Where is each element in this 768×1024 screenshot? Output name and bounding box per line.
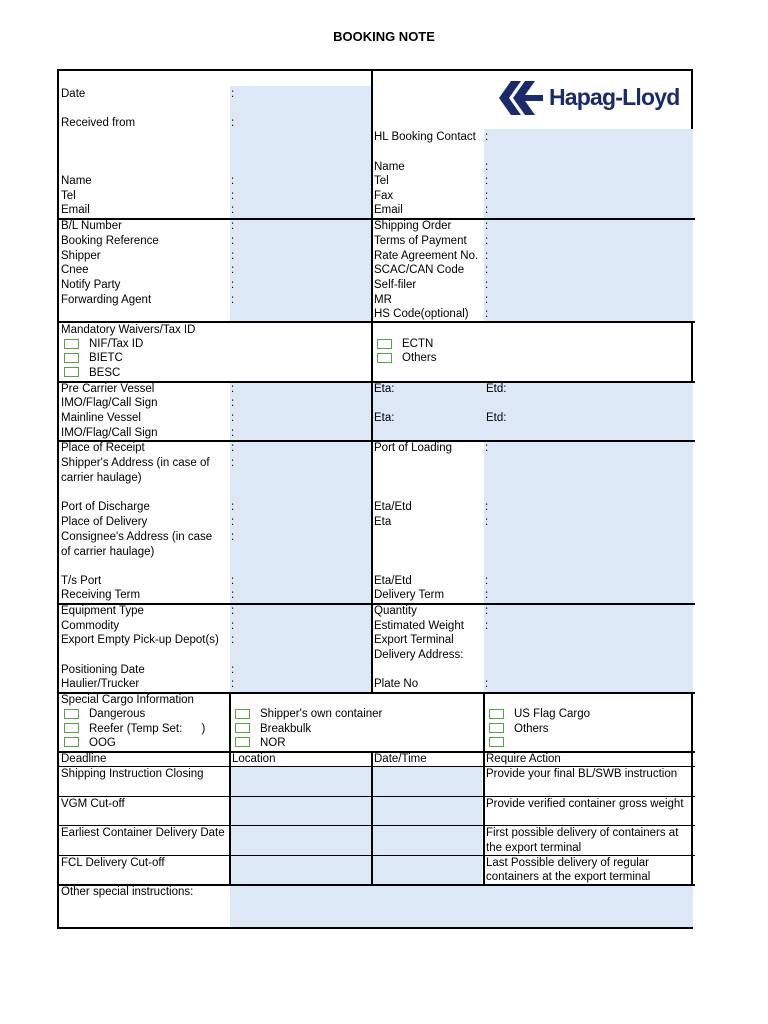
hl-contact-field[interactable] (484, 129, 693, 218)
colon: : (485, 279, 489, 291)
colon: : (231, 427, 235, 439)
estimated-weight-label: Estimated Weight (374, 620, 464, 632)
colon: : (485, 516, 489, 528)
date-label: Date (61, 88, 86, 100)
colon: : (485, 678, 489, 690)
colon: : (231, 117, 235, 129)
deadline-header: Deadline (61, 753, 107, 765)
colon: : (485, 620, 489, 632)
colon: : (485, 235, 489, 247)
us-flag-cargo-checkbox[interactable] (489, 709, 504, 719)
vessel-field[interactable] (230, 383, 371, 440)
si-closing-label: Shipping Instruction Closing (61, 768, 204, 780)
contact-email-label: Email (374, 204, 403, 216)
tel-label: Tel (61, 190, 76, 202)
nif-label: NIF/Tax ID (89, 338, 144, 350)
eta-label: Eta (374, 516, 392, 528)
brand-name: Hapag-Lloyd (549, 84, 680, 110)
references-left-field[interactable] (230, 220, 371, 321)
colon: : (485, 605, 489, 617)
us-flag-cargo-label: US Flag Cargo (514, 708, 591, 720)
self-filer-label: Self-filer (374, 279, 417, 291)
equipment-type-label: Equipment Type (61, 605, 144, 617)
consignee-address-label-1: Consignee's Address (in case (61, 531, 213, 543)
hl-booking-contact-label: HL Booking Contact (374, 131, 476, 143)
mainline-eta-label: Eta: (374, 412, 395, 424)
colon: : (231, 575, 235, 587)
special-blank-checkbox[interactable] (489, 737, 504, 747)
colon: : (485, 204, 489, 216)
shipper-address-label-2: carrier haulage) (61, 472, 142, 484)
ts-port-label: T/s Port (61, 575, 102, 587)
oog-checkbox[interactable] (64, 737, 79, 747)
colon: : (485, 161, 489, 173)
sender-details-field[interactable] (230, 86, 371, 218)
waiver-others-checkbox[interactable] (377, 353, 392, 363)
export-terminal-label: Export Terminal (374, 634, 454, 646)
email-label: Email (61, 204, 90, 216)
colon: : (231, 220, 235, 232)
pre-carrier-eta-label: Eta: (374, 383, 395, 395)
shipping-order-label: Shipping Order (374, 220, 452, 232)
contact-tel-label: Tel (374, 175, 389, 187)
mainline-vessel-label: Mainline Vessel (61, 412, 141, 424)
vessel-eta-field[interactable] (373, 383, 693, 440)
colon: : (485, 220, 489, 232)
colon: : (231, 250, 235, 262)
colon: : (485, 308, 489, 320)
nor-label: NOR (260, 737, 286, 749)
vgm-cutoff-action: Provide verified container gross weight (486, 798, 684, 810)
bl-number-label: B/L Number (61, 220, 122, 232)
routing-right-field[interactable] (484, 442, 693, 603)
colon: : (485, 589, 489, 601)
place-of-delivery-label: Place of Delivery (61, 516, 148, 528)
other-instructions-label: Other special instructions: (61, 886, 194, 898)
breakbulk-label: Breakbulk (260, 723, 312, 735)
colon: : (231, 88, 235, 100)
special-others-checkbox[interactable] (489, 723, 504, 733)
notify-party-label: Notify Party (61, 279, 121, 291)
place-of-receipt-label: Place of Receipt (61, 442, 145, 454)
earliest-delivery-label: Earliest Container Delivery Date (61, 827, 225, 839)
routing-left-field[interactable] (230, 442, 371, 603)
ectn-checkbox[interactable] (377, 339, 392, 349)
delivery-term-label: Delivery Term (374, 589, 445, 601)
dangerous-checkbox[interactable] (64, 709, 79, 719)
colon: : (485, 175, 489, 187)
besc-checkbox[interactable] (64, 367, 79, 377)
commodity-label: Commodity (61, 620, 120, 632)
shippers-own-container-label: Shipper's own container (260, 708, 383, 720)
consignee-address-label-2: of carrier haulage) (61, 546, 155, 558)
colon: : (485, 575, 489, 587)
reefer-label: Reefer (Temp Set: ) (89, 723, 206, 735)
port-of-loading-label: Port of Loading (374, 442, 453, 454)
colon: : (485, 250, 489, 262)
nif-checkbox[interactable] (64, 339, 79, 349)
colon: : (231, 678, 235, 690)
contact-name-label: Name (374, 161, 405, 173)
vgm-cutoff-label: VGM Cut-off (61, 798, 125, 810)
bietc-checkbox[interactable] (64, 353, 79, 363)
shippers-own-container-checkbox[interactable] (235, 709, 250, 719)
ectn-label: ECTN (402, 338, 434, 350)
colon: : (231, 605, 235, 617)
oog-label: OOG (89, 737, 116, 749)
require-action-header: Require Action (486, 753, 561, 765)
colon: : (231, 235, 235, 247)
booking-form (57, 69, 693, 929)
eta-etd-label-2: Eta/Etd (374, 575, 412, 587)
hapag-lloyd-logo-icon (499, 81, 543, 115)
colon: : (231, 294, 235, 306)
earliest-delivery-action-2: the export terminal (486, 842, 582, 854)
colon: : (485, 264, 489, 276)
reefer-checkbox[interactable] (64, 723, 79, 733)
colon: : (231, 204, 235, 216)
receiving-term-label: Receiving Term (61, 589, 141, 601)
colon: : (231, 397, 235, 409)
colon: : (231, 279, 235, 291)
booking-reference-label: Booking Reference (61, 235, 159, 247)
cnee-label: Cnee (61, 264, 89, 276)
other-instructions-field[interactable] (230, 886, 693, 927)
colon: : (231, 412, 235, 424)
colon: : (231, 634, 235, 646)
waiver-others-label: Others (402, 352, 437, 364)
export-empty-label: Export Empty Pick-up Depot(s) (61, 634, 219, 646)
pre-carrier-etd-label: Etd: (486, 383, 507, 395)
colon: : (231, 620, 235, 632)
breakbulk-checkbox[interactable] (235, 723, 250, 733)
colon: : (485, 501, 489, 513)
colon: : (231, 442, 235, 454)
fcl-cutoff-action-2: containers at the export terminal (486, 871, 651, 883)
forwarding-agent-label: Forwarding Agent (61, 294, 152, 306)
delivery-address-label: Delivery Address: (374, 649, 464, 661)
hs-code-label: HS Code(optional) (374, 308, 469, 320)
quantity-label: Quantity (374, 605, 417, 617)
shipper-address-label-1: Shipper's Address (in case of (61, 457, 210, 469)
equipment-right-field[interactable] (484, 605, 693, 692)
dangerous-label: Dangerous (89, 708, 146, 720)
special-cargo-heading: Special Cargo Information (61, 694, 194, 706)
colon: : (231, 516, 235, 528)
colon: : (231, 664, 235, 676)
pre-carrier-label: Pre Carrier Vessel (61, 383, 155, 395)
port-of-discharge-label: Port of Discharge (61, 501, 150, 513)
waivers-heading: Mandatory Waivers/Tax ID (61, 324, 196, 336)
fcl-cutoff-action-1: Last Possible delivery of regular (486, 857, 649, 869)
colon: : (231, 457, 235, 469)
imo-label-1: IMO/Flag/Call Sign (61, 397, 158, 409)
fcl-cutoff-label: FCL Delivery Cut-off (61, 857, 165, 869)
scac-code-label: SCAC/CAN Code (374, 264, 465, 276)
shipper-label: Shipper (61, 250, 101, 262)
received-from-label: Received from (61, 117, 136, 129)
contact-fax-label: Fax (374, 190, 394, 202)
colon: : (231, 175, 235, 187)
colon: : (231, 264, 235, 276)
colon: : (485, 190, 489, 202)
colon: : (231, 383, 235, 395)
colon: : (485, 294, 489, 306)
positioning-date-label: Positioning Date (61, 664, 145, 676)
colon: : (485, 131, 489, 143)
colon: : (485, 442, 489, 454)
bietc-label: BIETC (89, 352, 123, 364)
colon: : (231, 531, 235, 543)
plate-no-label: Plate No (374, 678, 419, 690)
colon: : (231, 501, 235, 513)
name-label: Name (61, 175, 92, 187)
datetime-header: Date/Time (374, 753, 427, 765)
earliest-delivery-action-1: First possible delivery of containers at (486, 827, 679, 839)
colon: : (231, 190, 235, 202)
references-right-field[interactable] (484, 220, 693, 321)
page-title: BOOKING NOTE (333, 29, 435, 44)
mainline-etd-label: Etd: (486, 412, 507, 424)
terms-of-payment-label: Terms of Payment (374, 235, 467, 247)
haulier-label: Haulier/Trucker (61, 678, 140, 690)
equipment-left-field[interactable] (230, 605, 371, 692)
imo-label-2: IMO/Flag/Call Sign (61, 427, 158, 439)
besc-label: BESC (89, 367, 121, 379)
hapag-lloyd-logo (499, 78, 689, 114)
eta-etd-label: Eta/Etd (374, 501, 412, 513)
si-closing-action: Provide your final BL/SWB instruction (486, 768, 678, 780)
mr-label: MR (374, 294, 392, 306)
colon: : (231, 589, 235, 601)
special-others-label: Others (514, 723, 549, 735)
nor-checkbox[interactable] (235, 737, 250, 747)
rate-agreement-label: Rate Agreement No. (374, 250, 479, 262)
location-header: Location (232, 753, 276, 765)
